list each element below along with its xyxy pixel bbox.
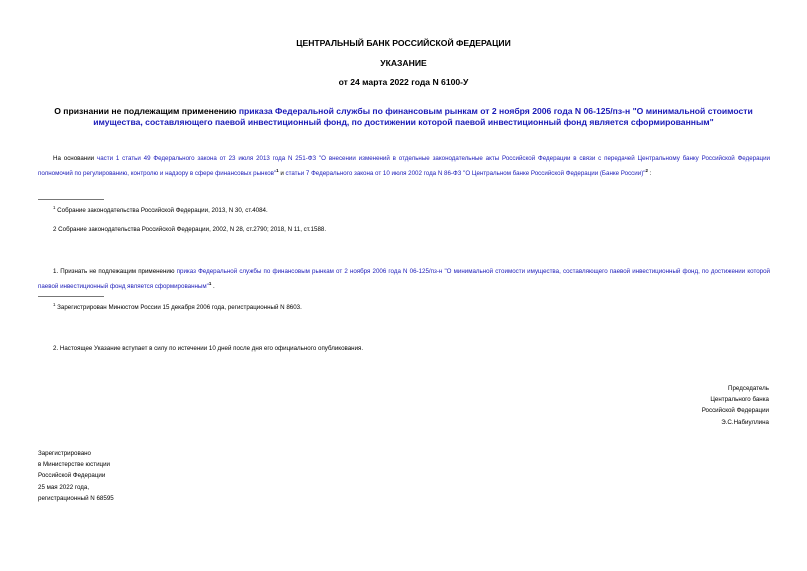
footnote-item-1 bbox=[53, 300, 302, 312]
document-date-number: от 24 марта 2022 года N 6100-У bbox=[338, 77, 469, 87]
registration-number: регистрационный N 68595 bbox=[38, 494, 114, 502]
item-1-suffix: . bbox=[213, 282, 215, 290]
basis-conjunction: и bbox=[278, 169, 286, 177]
basis-law-86-link[interactable]: статьи 7 Федерального закона от 10 июля 2002 года N 86-ФЗ "О Центральном банке Российской Федерации (Банке России)" bbox=[285, 169, 646, 177]
item-1-paragraph bbox=[38, 266, 770, 292]
registration-block bbox=[38, 448, 114, 504]
signature-country: Российской Федерации bbox=[701, 407, 769, 415]
registration-line-2: в Министерстве юстиции bbox=[38, 461, 111, 469]
item-2-paragraph: 2. Настоящее Указание вступает в силу по истечении 10 дней после дня его официального опубликования. bbox=[53, 345, 364, 352]
signature-block bbox=[702, 383, 769, 428]
registration-date: 25 мая 2022 года, bbox=[38, 483, 90, 491]
item-1-order-link[interactable]: приказ Федеральной службы по финансовым рынкам от 2 ноября 2006 года N 06-125/пз-н "О минимальной стоимости имущества, составляющего паевой инвестиционный фонд, по достижении которой паевой инвестиционный фонд является сформированным" bbox=[38, 268, 770, 290]
signature-position: Председатель bbox=[728, 385, 769, 392]
footnote-1 bbox=[53, 203, 268, 215]
footnote-ref-2[interactable]: 2 bbox=[645, 167, 648, 173]
document-type: УКАЗАНИЕ bbox=[380, 58, 427, 68]
basis-prefix: На основании bbox=[53, 155, 97, 162]
document-title bbox=[40, 106, 767, 128]
title-order-link[interactable]: приказа Федеральной службы по финансовым рынкам от 2 ноября 2006 года N 06-125/пз-н "О минимальной стоимости имущества, составляющего паевой инвестиционный фонд, по достижении которой паевой инвестиционный фонд является сформированным" bbox=[93, 106, 753, 127]
registration-line-1: Зарегистрировано bbox=[38, 450, 91, 457]
footnote-1-number: 1 bbox=[53, 205, 56, 210]
footnote-item-1-text: Зарегистрирован Минюстом России 15 декабря 2006 года, регистрационный N 8603. bbox=[55, 304, 302, 312]
signature-name: Э.С.Набиуллина bbox=[721, 418, 769, 426]
basis-suffix: : bbox=[649, 169, 652, 177]
issuer-heading: ЦЕНТРАЛЬНЫЙ БАНК РОССИЙСКОЙ ФЕДЕРАЦИИ bbox=[296, 38, 511, 48]
footnote-1-text: Собрание законодательства Российской Федерации, 2013, N 30, ст.4084. bbox=[55, 207, 268, 215]
footnote-divider-2 bbox=[38, 296, 104, 297]
item-1-prefix: 1. Признать не подлежащим применению bbox=[53, 268, 177, 275]
footnote-2: 2 Собрание законодательства Российской Федерации, 2002, N 28, ст.2790; 2018, N 11, ст.1588. bbox=[53, 226, 327, 233]
title-prefix: О признании не подлежащим применению bbox=[54, 106, 239, 116]
basis-paragraph bbox=[38, 153, 770, 179]
signature-org: Центрального банка bbox=[710, 396, 769, 404]
footnote-divider bbox=[38, 199, 104, 200]
basis-law-251-link[interactable]: части 1 статьи 49 Федерального закона от 23 июля 2013 года N 251-ФЗ "О внесении изменений в отдельные законодательные акты Российской Федерации в связи с передачей Центральному банку Российской Федерации полномочий по регулированию, контролю и надзору в сфере финансовых рынков" bbox=[38, 155, 770, 177]
footnote-item-1-number: 1 bbox=[53, 302, 56, 307]
registration-line-3: Российской Федерации bbox=[38, 472, 106, 480]
footnote-ref-1[interactable]: 1 bbox=[276, 167, 279, 173]
item-1-footnote-ref[interactable]: 1 bbox=[208, 280, 212, 286]
